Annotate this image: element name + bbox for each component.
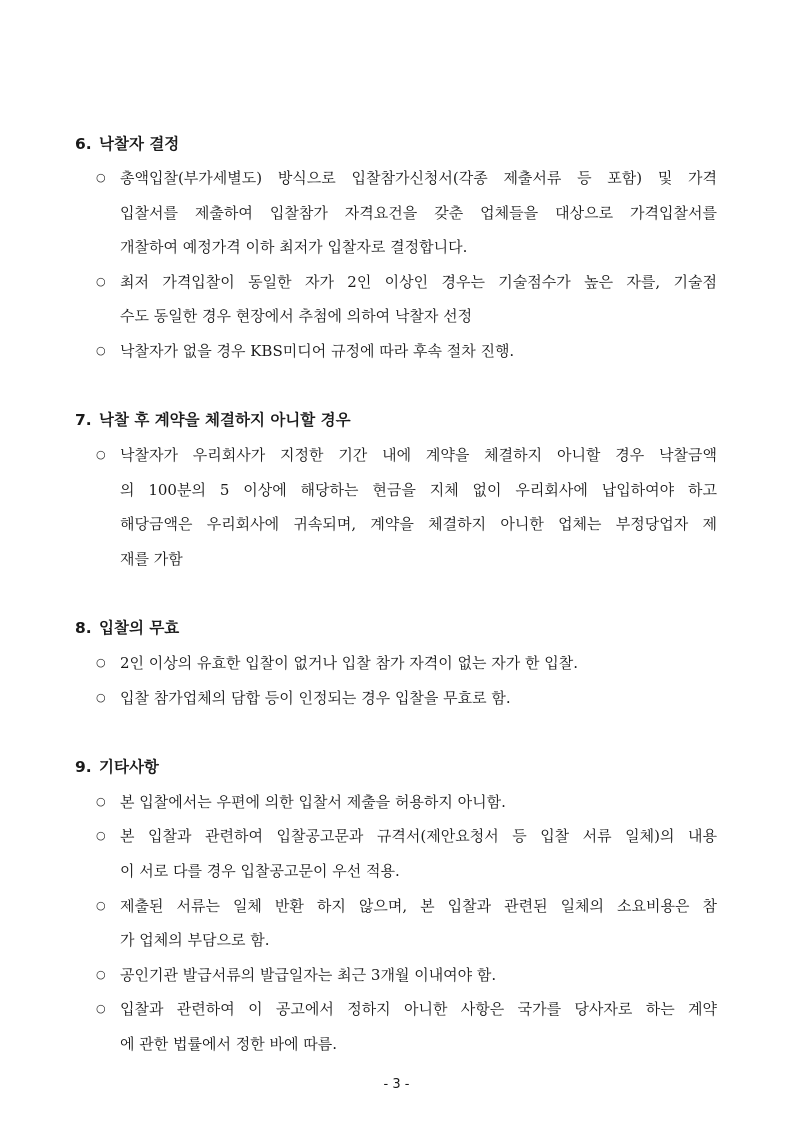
- text-line: 제출된 서류는 일체 반환 하지 않으며, 본 입찰과 관련된 일체의 소요비용은 참: [120, 897, 717, 915]
- section-title: 낙찰자 결정: [99, 135, 180, 153]
- section-title: 입찰의 무효: [99, 619, 180, 637]
- section-heading: [75, 618, 179, 638]
- text-line: 본 입찰과 관련하여 입찰공고문과 규격서(제안요청서 등 입찰 서류 일체)의 내용: [120, 827, 717, 845]
- bullet-icon: ○: [96, 899, 106, 912]
- text-line: 입찰과 관련하여 이 공고에서 정하지 아니한 사항은 국가를 당사자로 하는 계약: [120, 1000, 717, 1018]
- text-line: 이 서로 다를 경우 입찰공고문이 우선 적용.: [120, 862, 400, 880]
- text-line: 2인 이상의 유효한 입찰이 없거나 입찰 참가 자격이 없는 자가 한 입찰.: [120, 654, 578, 672]
- section-title: 낙찰 후 계약을 체결하지 아니할 경우: [99, 411, 351, 429]
- text-line: 본 입찰에서는 우편에 의한 입찰서 제출을 허용하지 아니함.: [120, 793, 506, 811]
- bullet-icon: ○: [96, 691, 106, 704]
- text-line: 낙찰자가 우리회사가 지정한 기간 내에 계약을 체결하지 아니할 경우 낙찰금액: [120, 446, 717, 464]
- text-line: 총액입찰(부가세별도) 방식으로 입찰참가신청서(각종 제출서류 등 포함) 및 가격: [120, 169, 717, 187]
- section-number: 7.: [75, 411, 92, 429]
- section-heading: [75, 757, 159, 777]
- text-line: 에 관한 법률에서 정한 바에 따름.: [120, 1035, 337, 1053]
- text-line: 입찰 참가업체의 담합 등이 인정되는 경우 입찰을 무효로 함.: [120, 689, 511, 707]
- text-line: 재를 가함: [120, 550, 183, 568]
- text-line: 낙찰자가 없을 경우 KBS미디어 규정에 따라 후속 절차 진행.: [120, 342, 515, 360]
- section-heading: [75, 410, 351, 430]
- bullet-icon: ○: [96, 344, 106, 357]
- text-line: 의 100분의 5 이상에 해당하는 현금을 지체 없이 우리회사에 납입하여야 하고: [120, 481, 717, 499]
- section-number: 9.: [75, 758, 92, 776]
- bullet-icon: ○: [96, 275, 106, 288]
- bullet-icon: ○: [96, 829, 106, 842]
- bullet-icon: ○: [96, 968, 106, 981]
- text-line: 가 업체의 부담으로 함.: [120, 931, 270, 949]
- text-line: 최저 가격입찰이 동일한 자가 2인 이상인 경우는 기술점수가 높은 자를, 기술점: [120, 273, 717, 291]
- text-line: 개찰하여 예정가격 이하 최저가 입찰자로 결정합니다.: [120, 238, 468, 256]
- text-line: 수도 동일한 경우 현장에서 추첨에 의하여 낙찰자 선정: [120, 307, 473, 325]
- text-line: 해당금액은 우리회사에 귀속되며, 계약을 체결하지 아니한 업체는 부정당업자 제: [120, 515, 717, 533]
- bullet-icon: ○: [96, 448, 106, 461]
- bullet-icon: ○: [96, 656, 106, 669]
- section-number: 8.: [75, 619, 92, 637]
- section-heading: [75, 134, 179, 154]
- text-line: 공인기관 발급서류의 발급일자는 최근 3개월 이내여야 함.: [120, 966, 497, 984]
- bullet-icon: ○: [96, 795, 106, 808]
- text-line: 입찰서를 제출하여 입찰참가 자격요건을 갖춘 업체들을 대상으로 가격입찰서를: [120, 204, 717, 222]
- bullet-icon: ○: [96, 171, 106, 184]
- section-title: 기타사항: [99, 758, 159, 776]
- section-number: 6.: [75, 135, 92, 153]
- bullet-icon: ○: [96, 1002, 106, 1015]
- page-number: - 3 -: [383, 1077, 410, 1092]
